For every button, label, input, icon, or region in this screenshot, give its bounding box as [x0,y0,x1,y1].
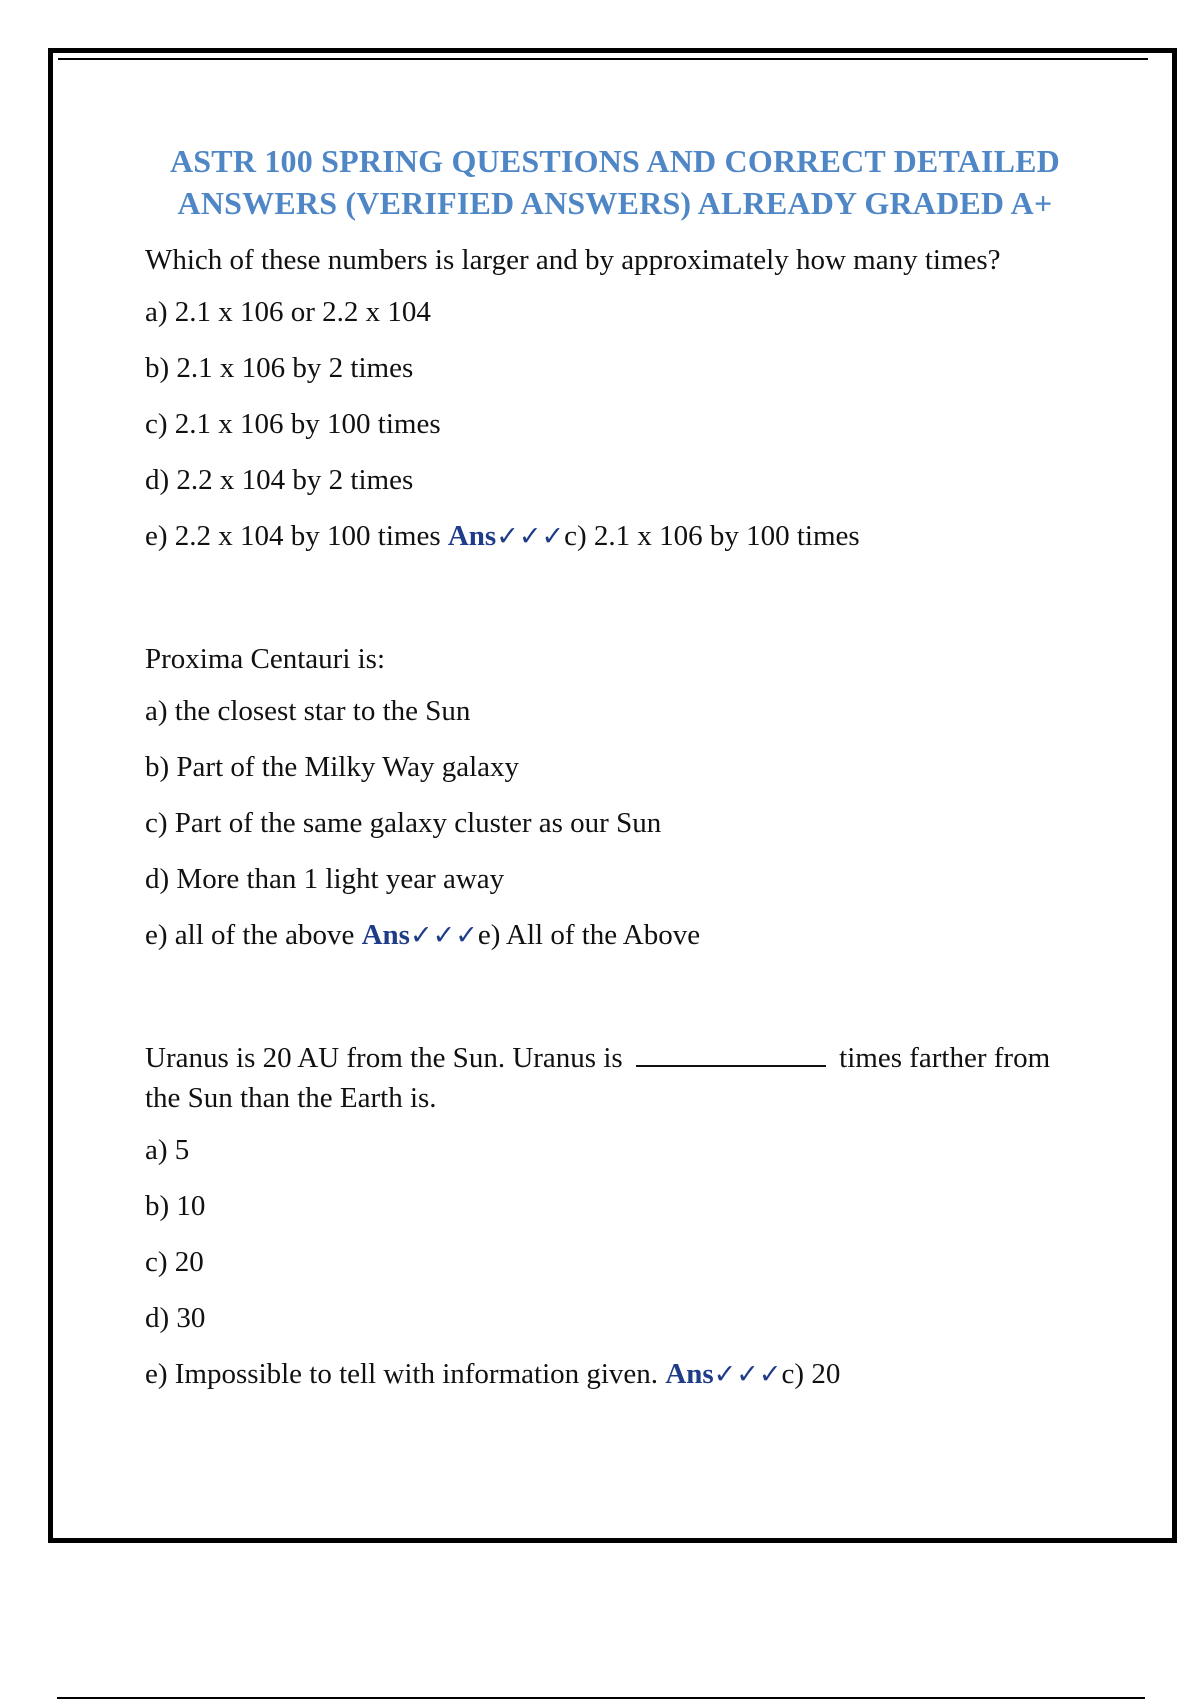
answer-text: e) All of the Above [477,919,701,951]
document-title [145,140,1085,224]
question-text-before-blank: Uranus is 20 AU from the Sun. Uranus is [145,1042,623,1074]
spacer [145,575,1085,639]
title-line-1: ASTR 100 SPRING QUESTIONS AND CORRECT DETAILED [170,143,1060,179]
option-e-with-answer [145,1356,1085,1393]
option-e-with-answer [145,917,1085,954]
checkmark-icon: ✓✓✓ [713,1359,782,1390]
option-e: e) all of the above [145,919,355,951]
bottom-rule [57,1697,1145,1699]
option-d: d) 30 [145,1302,206,1334]
question-text [145,1038,1085,1118]
checkmark-icon: ✓✓✓ [409,920,478,951]
option-d: d) 2.2 x 104 by 2 times [145,464,414,496]
answer-label: Ans [361,919,410,951]
question-1 [145,240,1085,555]
option-a: a) the closest star to the Sun [145,695,471,727]
top-rule [58,58,1148,60]
option-b: b) Part of the Milky Way galaxy [145,751,520,783]
question-text-after-blank: times farther from the Sun than the Earth is. [145,1042,1051,1114]
answer-label: Ans [665,1358,714,1390]
fill-in-blank [636,1043,826,1067]
document-content [145,140,1085,1413]
answer-text: c) 20 [781,1358,841,1390]
option-c: c) 20 [145,1246,204,1278]
option-a: a) 5 [145,1134,190,1166]
option-c: c) Part of the same galaxy cluster as our Sun [145,807,662,839]
title-line-2: ANSWERS (VERIFIED ANSWERS) ALREADY GRADED A+ [177,185,1053,221]
question-2 [145,639,1085,954]
option-b: b) 2.1 x 106 by 2 times [145,352,414,384]
spacer [145,974,1085,1038]
option-e: e) Impossible to tell with information given. [145,1358,659,1390]
question-3 [145,1038,1085,1393]
option-e: e) 2.2 x 104 by 100 times [145,520,441,552]
checkmark-icon: ✓✓✓ [496,521,565,552]
answer-text: c) 2.1 x 106 by 100 times [564,520,860,552]
option-a: a) 2.1 x 106 or 2.2 x 104 [145,296,431,328]
option-c: c) 2.1 x 106 by 100 times [145,408,441,440]
option-e-with-answer [145,518,1085,555]
option-b: b) 10 [145,1190,206,1222]
answer-label: Ans [447,520,497,552]
question-text: Which of these numbers is larger and by approximately how many times? [145,244,1001,276]
question-text: Proxima Centauri is: [145,643,386,675]
option-d: d) More than 1 light year away [145,863,505,895]
